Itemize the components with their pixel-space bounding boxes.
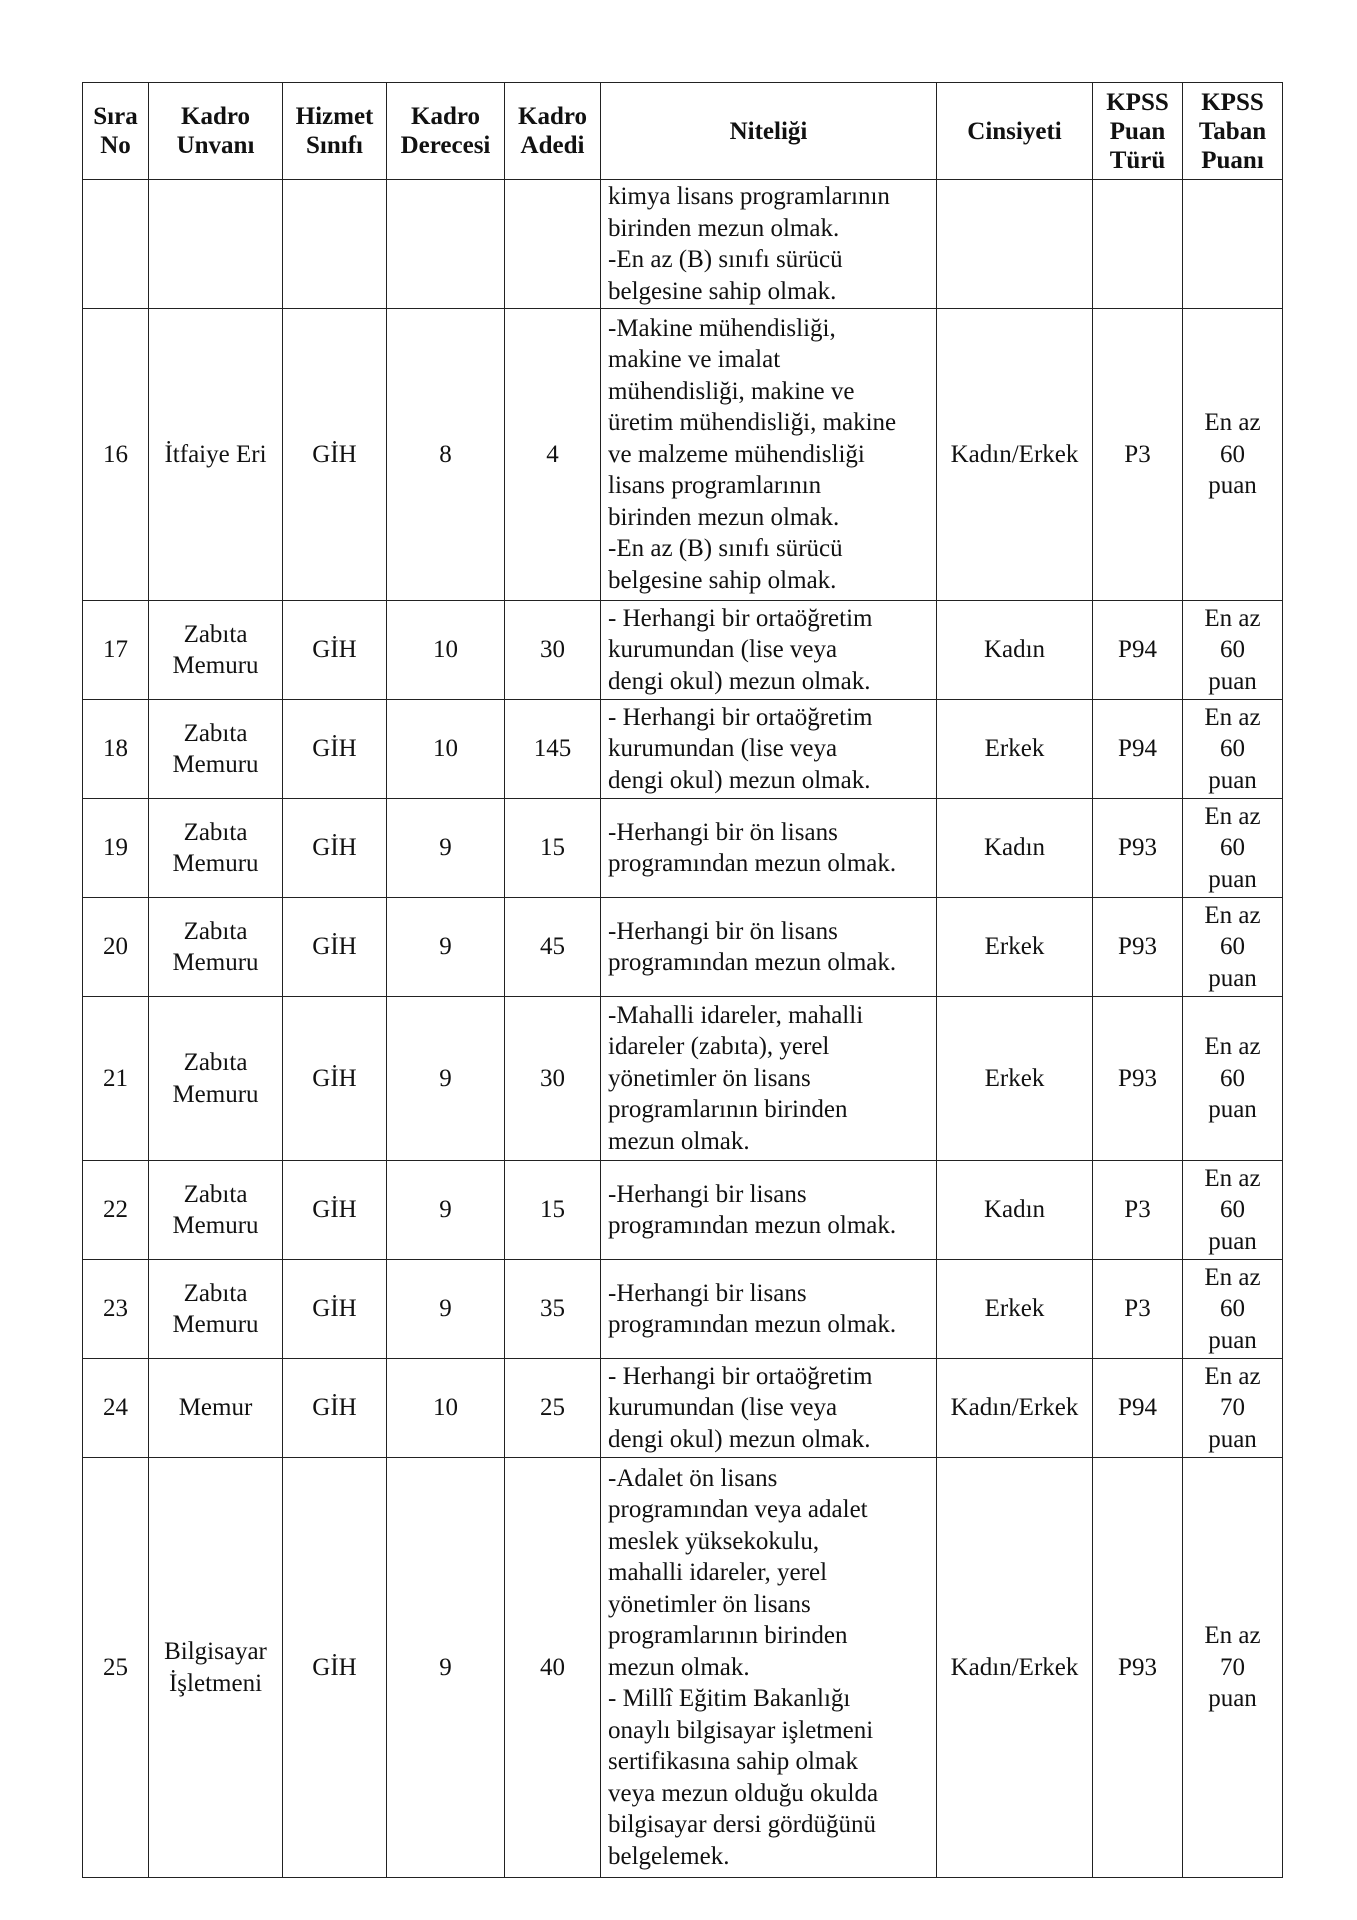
cell-kpss-taban-puani (1183, 601, 1283, 700)
cell-niteligi (601, 1161, 937, 1260)
cell-line: KPSS (1201, 88, 1264, 116)
cell-kadro-adedi: 35 (505, 1260, 601, 1359)
table-row (83, 601, 1283, 700)
cell-cinsiyeti: Kadın/Erkek (937, 1458, 1093, 1878)
cell-line: En az (1204, 1164, 1261, 1192)
cell-line: Zabıta (183, 719, 248, 747)
cell-line: puan (1208, 667, 1257, 695)
cell-kadro-adedi: 145 (505, 700, 601, 799)
cell-line: 60 (1220, 1064, 1245, 1092)
cell-sira-no: 23 (83, 1260, 149, 1359)
cell-kpss-taban-puani (1183, 309, 1283, 601)
cell-line: Bilgisayar (164, 1638, 267, 1665)
cell-line: Memuru (172, 1311, 259, 1338)
cell-kadro-derecesi: 9 (387, 997, 505, 1161)
cell-sira-no (83, 180, 149, 309)
cell-line: İtfaiye Eri (164, 440, 267, 468)
cell-line: 60 (1220, 1295, 1245, 1323)
cell-hizmet-sinifi: GİH (283, 1161, 387, 1260)
cell-kpss-puan-turu: P93 (1093, 799, 1183, 898)
cell-line: -Herhangi bir ön lisans (608, 818, 838, 846)
cell-line: puan (1208, 1096, 1257, 1124)
cell-line: Puan (1109, 117, 1166, 145)
cell-line: 60 (1220, 440, 1245, 468)
cell-kadro-derecesi: 10 (387, 700, 505, 799)
cell-line: 60 (1220, 636, 1245, 664)
cell-cinsiyeti: Kadın/Erkek (937, 1359, 1093, 1458)
cell-kpss-puan-turu: P94 (1093, 601, 1183, 700)
cell-kadro-derecesi: 8 (387, 309, 505, 601)
cell-line: mezun olmak. (608, 1653, 750, 1681)
cell-line: Puanı (1201, 146, 1264, 174)
cell-niteligi (601, 898, 937, 997)
cell-niteligi (601, 309, 937, 601)
cell-line: 70 (1220, 1653, 1245, 1681)
cell-line: Taban (1198, 117, 1267, 145)
cell-line: bilgisayar dersi gördüğünü (608, 1811, 877, 1839)
cell-line: En az (1204, 1033, 1261, 1061)
cell-line: idareler (zabıta), yerel (608, 1033, 830, 1061)
cell-sira-no: 19 (83, 799, 149, 898)
cell-line: Memuru (172, 949, 259, 976)
cell-niteligi (601, 997, 937, 1161)
cell-kadro-adedi: 30 (505, 601, 601, 700)
cell-line: Memuru (172, 751, 259, 778)
cell-kpss-puan-turu: P94 (1093, 1359, 1183, 1458)
table-row (83, 997, 1283, 1161)
cell-kpss-taban-puani (1183, 180, 1283, 309)
cell-line: İşletmeni (168, 1669, 263, 1697)
cell-line: ve malzeme mühendisliği (608, 440, 865, 468)
cell-kpss-taban-puani (1183, 1458, 1283, 1878)
cell-kpss-taban-puani (1183, 1260, 1283, 1359)
cell-line: puan (1208, 1685, 1257, 1713)
cell-kadro-adedi: 4 (505, 309, 601, 601)
cell-line: Sınıfı (306, 132, 363, 159)
cell-line: programlarının birinden (608, 1622, 848, 1650)
cell-line: yönetimler ön lisans (608, 1590, 811, 1618)
cell-sira-no: 17 (83, 601, 149, 700)
cell-line: Memuru (172, 1212, 259, 1239)
cell-cinsiyeti: Erkek (937, 1260, 1093, 1359)
header-hizmet-sinifi (283, 83, 387, 180)
cell-line: programından mezun olmak. (608, 850, 897, 877)
cell-line: Zabıta (183, 1279, 248, 1307)
cell-line: onaylı bilgisayar işletmeni (608, 1716, 874, 1744)
cell-kadro-unvani (149, 1359, 283, 1458)
cell-line: Zabıta (183, 818, 248, 846)
cell-line: - Herhangi bir ortaöğretim (608, 703, 873, 731)
cell-kadro-adedi: 40 (505, 1458, 601, 1878)
cell-kadro-unvani (149, 700, 283, 799)
cell-line: Memuru (172, 652, 259, 679)
cell-kpss-puan-turu (1093, 180, 1183, 309)
cell-line: üretim mühendisliği, makine (608, 409, 897, 437)
cell-kadro-unvani (149, 799, 283, 898)
cell-kadro-derecesi: 9 (387, 1161, 505, 1260)
cell-line: -Herhangi bir lisans (608, 1279, 807, 1307)
cell-kadro-derecesi: 9 (387, 799, 505, 898)
cell-kadro-derecesi: 9 (387, 898, 505, 997)
cell-line: programından mezun olmak. (608, 1212, 897, 1239)
cell-line: mühendisliği, makine ve (608, 377, 855, 405)
cell-line: Memur (178, 1394, 253, 1422)
cell-line: belgesine sahip olmak. (608, 277, 837, 305)
cell-line: -Adalet ön lisans (608, 1464, 778, 1492)
cell-kpss-puan-turu: P3 (1093, 1260, 1183, 1359)
cell-cinsiyeti: Kadın (937, 799, 1093, 898)
cell-line: belgesine sahip olmak. (608, 566, 837, 594)
cell-hizmet-sinifi: GİH (283, 1260, 387, 1359)
cell-kpss-taban-puani (1183, 1359, 1283, 1458)
header-kadro-unvani (149, 83, 283, 180)
cell-line: puan (1208, 964, 1257, 992)
cell-line: programından mezun olmak. (608, 1311, 897, 1338)
cell-line: 60 (1220, 735, 1245, 763)
cell-kpss-taban-puani (1183, 700, 1283, 799)
cell-line: -Herhangi bir lisans (608, 1180, 807, 1208)
cell-line: En az (1204, 703, 1261, 731)
kadro-table (82, 82, 1283, 1878)
cell-kpss-taban-puani (1183, 1161, 1283, 1260)
cell-line: dengi okul) mezun olmak. (608, 667, 871, 695)
cell-kadro-adedi: 15 (505, 799, 601, 898)
header-kpss-taban-puani (1183, 83, 1283, 180)
header-cinsiyeti (937, 83, 1093, 180)
cell-line: Zabıta (183, 620, 248, 648)
cell-line: Memuru (172, 1080, 259, 1108)
cell-line: puan (1208, 472, 1257, 500)
table-row (83, 898, 1283, 997)
cell-kadro-unvani (149, 309, 283, 601)
cell-line: Zabıta (183, 917, 248, 945)
cell-line: Niteliği (729, 117, 808, 145)
cell-line: 70 (1220, 1394, 1245, 1422)
document-page (82, 82, 1282, 1878)
cell-kadro-adedi: 45 (505, 898, 601, 997)
cell-line: puan (1208, 1425, 1257, 1453)
cell-hizmet-sinifi: GİH (283, 1458, 387, 1878)
cell-sira-no: 24 (83, 1359, 149, 1458)
cell-niteligi (601, 799, 937, 898)
cell-line: No (100, 132, 131, 159)
cell-line: kimya lisans programlarının (608, 183, 890, 210)
cell-line: 60 (1220, 834, 1245, 862)
table-row (83, 1359, 1283, 1458)
cell-line: lisans programlarının (608, 472, 822, 500)
cell-hizmet-sinifi: GİH (283, 700, 387, 799)
cell-line: programından mezun olmak. (608, 949, 897, 976)
cell-line: kurumundan (lise veya (608, 1394, 838, 1422)
cell-line: programlarının birinden (608, 1096, 848, 1124)
table-row (83, 180, 1283, 309)
cell-line: En az (1204, 1622, 1261, 1650)
cell-line: Kadro (411, 103, 480, 130)
header-kadro-adedi (505, 83, 601, 180)
cell-kadro-derecesi (387, 180, 505, 309)
cell-niteligi (601, 700, 937, 799)
cell-line: meslek yüksekokulu, (608, 1527, 820, 1555)
cell-line: Kadro (518, 103, 587, 130)
table-row (83, 309, 1283, 601)
cell-line: puan (1208, 1326, 1257, 1354)
cell-hizmet-sinifi: GİH (283, 601, 387, 700)
cell-kadro-adedi: 25 (505, 1359, 601, 1458)
cell-hizmet-sinifi (283, 180, 387, 309)
header-niteligi (601, 83, 937, 180)
cell-kadro-adedi: 15 (505, 1161, 601, 1260)
cell-line: Sıra (93, 103, 138, 130)
cell-sira-no: 21 (83, 997, 149, 1161)
cell-niteligi (601, 1260, 937, 1359)
cell-line: mahalli idareler, yerel (608, 1559, 828, 1587)
cell-line: 60 (1220, 1196, 1245, 1224)
cell-kpss-puan-turu: P3 (1093, 1161, 1183, 1260)
cell-kadro-derecesi: 9 (387, 1458, 505, 1878)
cell-line: Hizmet (295, 103, 374, 130)
cell-cinsiyeti: Kadın (937, 601, 1093, 700)
cell-line: -En az (B) sınıfı sürücü (608, 246, 843, 273)
cell-line: dengi okul) mezun olmak. (608, 1425, 871, 1453)
cell-line: En az (1204, 409, 1261, 437)
table-row (83, 799, 1283, 898)
header-kadro-derecesi (387, 83, 505, 180)
cell-line: Kadro (181, 103, 250, 130)
cell-line: En az (1204, 802, 1261, 830)
cell-line: -En az (B) sınıfı sürücü (608, 535, 843, 563)
cell-line: En az (1204, 901, 1261, 929)
cell-kadro-unvani (149, 1260, 283, 1359)
cell-sira-no: 25 (83, 1458, 149, 1878)
cell-cinsiyeti: Kadın/Erkek (937, 309, 1093, 601)
cell-kadro-unvani (149, 1458, 283, 1878)
cell-hizmet-sinifi: GİH (283, 898, 387, 997)
cell-line: kurumundan (lise veya (608, 735, 838, 763)
cell-cinsiyeti (937, 180, 1093, 309)
cell-sira-no: 18 (83, 700, 149, 799)
cell-kadro-derecesi: 10 (387, 1359, 505, 1458)
table-row (83, 700, 1283, 799)
cell-line: Cinsiyeti (967, 117, 1062, 145)
cell-line: En az (1204, 1263, 1261, 1291)
cell-kpss-puan-turu: P93 (1093, 997, 1183, 1161)
cell-kpss-taban-puani (1183, 898, 1283, 997)
cell-sira-no: 22 (83, 1161, 149, 1260)
cell-line: makine ve imalat (608, 346, 781, 374)
cell-line: Zabıta (183, 1180, 248, 1208)
cell-line: Memuru (172, 850, 259, 877)
cell-line: puan (1208, 1227, 1257, 1255)
cell-sira-no: 20 (83, 898, 149, 997)
cell-kadro-unvani (149, 180, 283, 309)
cell-line: yönetimler ön lisans (608, 1064, 811, 1092)
cell-kpss-taban-puani (1183, 799, 1283, 898)
cell-line: Derecesi (400, 132, 491, 159)
cell-kadro-unvani (149, 601, 283, 700)
cell-niteligi (601, 601, 937, 700)
cell-line: En az (1204, 604, 1261, 632)
cell-line: KPSS (1106, 88, 1169, 116)
cell-kpss-taban-puani (1183, 997, 1283, 1161)
cell-hizmet-sinifi: GİH (283, 1359, 387, 1458)
cell-kadro-unvani (149, 1161, 283, 1260)
table-body (83, 180, 1283, 1878)
cell-line: dengi okul) mezun olmak. (608, 766, 871, 794)
cell-line: -Herhangi bir ön lisans (608, 917, 838, 945)
cell-kadro-unvani (149, 997, 283, 1161)
cell-hizmet-sinifi: GİH (283, 309, 387, 601)
cell-kpss-puan-turu: P3 (1093, 309, 1183, 601)
cell-kadro-adedi: 30 (505, 997, 601, 1161)
cell-line: sertifikasına sahip olmak (608, 1748, 858, 1776)
cell-line: puan (1208, 766, 1257, 794)
header-row (83, 83, 1283, 180)
cell-line: veya mezun olduğu okulda (608, 1779, 879, 1807)
cell-cinsiyeti: Kadın (937, 1161, 1093, 1260)
cell-line: En az (1204, 1362, 1261, 1390)
cell-kadro-unvani (149, 898, 283, 997)
cell-line: birinden mezun olmak. (608, 214, 840, 242)
cell-kpss-puan-turu: P93 (1093, 898, 1183, 997)
cell-cinsiyeti: Erkek (937, 997, 1093, 1161)
cell-line: -Makine mühendisliği, (608, 314, 836, 342)
cell-kadro-adedi (505, 180, 601, 309)
cell-line: -Mahalli idareler, mahalli (608, 1001, 864, 1029)
cell-hizmet-sinifi: GİH (283, 997, 387, 1161)
header-sira-no (83, 83, 149, 180)
cell-sira-no: 16 (83, 309, 149, 601)
cell-hizmet-sinifi: GİH (283, 799, 387, 898)
cell-line: birinden mezun olmak. (608, 503, 840, 531)
cell-line: - Millî Eğitim Bakanlığı (608, 1685, 851, 1713)
cell-line: programından veya adalet (608, 1496, 868, 1524)
table-row (83, 1458, 1283, 1878)
table-row (83, 1260, 1283, 1359)
cell-line: - Herhangi bir ortaöğretim (608, 1362, 873, 1390)
cell-kadro-derecesi: 9 (387, 1260, 505, 1359)
cell-line: Unvanı (176, 132, 255, 159)
cell-cinsiyeti: Erkek (937, 700, 1093, 799)
cell-niteligi (601, 180, 937, 309)
cell-niteligi (601, 1359, 937, 1458)
cell-line: 60 (1220, 933, 1245, 961)
cell-line: Türü (1109, 146, 1166, 174)
cell-kadro-derecesi: 10 (387, 601, 505, 700)
cell-line: Zabıta (183, 1049, 248, 1076)
cell-line: - Herhangi bir ortaöğretim (608, 604, 873, 632)
cell-line: Adedi (520, 132, 585, 159)
cell-kpss-puan-turu: P93 (1093, 1458, 1183, 1878)
cell-cinsiyeti: Erkek (937, 898, 1093, 997)
header-kpss-puan-turu (1093, 83, 1183, 180)
table-row (83, 1161, 1283, 1260)
cell-line: puan (1208, 865, 1257, 893)
cell-niteligi (601, 1458, 937, 1878)
cell-line: belgelemek. (608, 1842, 730, 1870)
cell-kpss-puan-turu: P94 (1093, 700, 1183, 799)
cell-line: kurumundan (lise veya (608, 636, 838, 664)
cell-line: mezun olmak. (608, 1127, 750, 1155)
